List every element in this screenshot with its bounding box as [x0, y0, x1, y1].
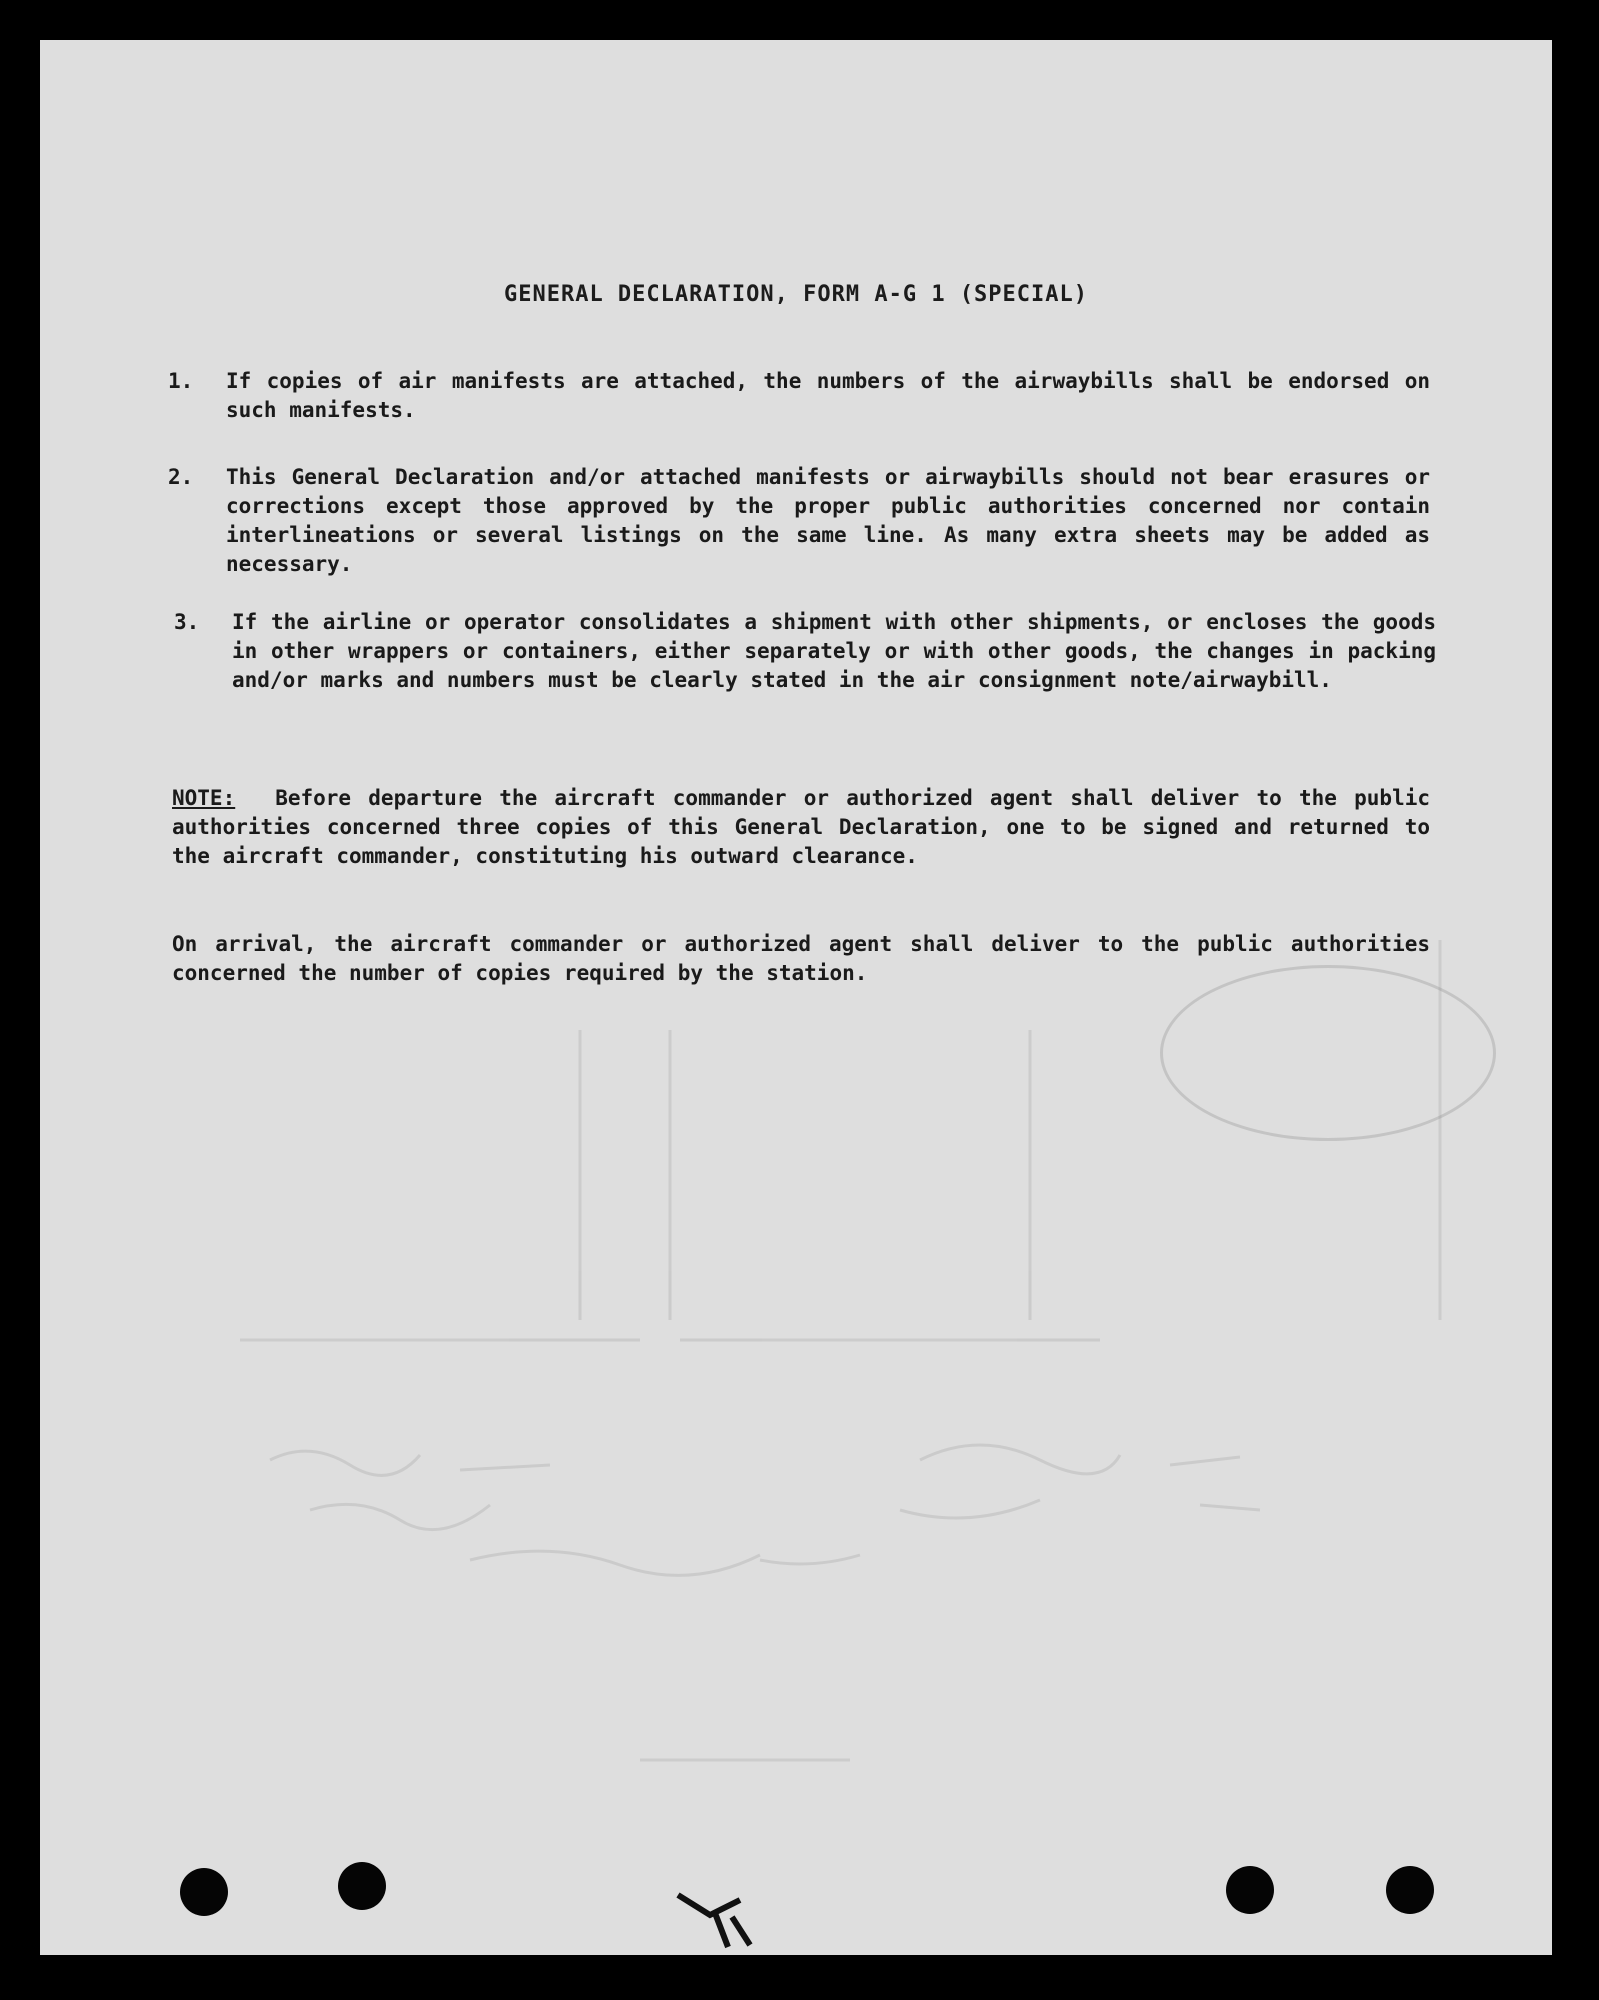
note-label: NOTE: — [172, 786, 236, 810]
item-text: This General Declaration and/or attached manifests or airwaybills should not bear erasures or corrections except those approved by the proper public authorities concerned nor contain interlineations or several listings on the same line. As many extra sheets may be added as necessary. — [226, 465, 1430, 576]
document-title: GENERAL DECLARATION, FORM A-G 1 (SPECIAL) — [503, 282, 1089, 307]
item-number: 1. — [168, 369, 194, 393]
note-text: Before departure the aircraft commander or authorized agent shall deliver to the public authorities concerned three copies of this General Declaration, one to be signed and returned to the aircraft commander, constituting his outward clearance. — [172, 786, 1430, 868]
item-number: 3. — [174, 610, 200, 634]
note-paragraph — [172, 784, 1430, 871]
arrival-paragraph: On arrival, the aircraft commander or authorized agent shall deliver to the public authorities concerned the number of copies required by the station. — [172, 932, 1430, 985]
item-text: If the airline or operator consolidates a shipment with other shipments, or encloses the goods in other wrappers or containers, either separately or with other goods, the changes in packing and/or marks and numbers must be clearly stated in the air consignment note/airwaybill. — [232, 610, 1436, 692]
punch-hole — [1386, 1866, 1434, 1914]
staple-mark — [670, 1885, 780, 1955]
item-number: 2. — [168, 465, 194, 489]
punch-hole — [1226, 1866, 1274, 1914]
item-text: If copies of air manifests are attached, the numbers of the airwaybills shall be endorsed on such manifests. — [226, 369, 1430, 422]
document-page — [40, 40, 1552, 1955]
faint-stamp-impression — [1160, 965, 1496, 1141]
punch-hole — [338, 1862, 386, 1910]
punch-hole — [180, 1868, 228, 1916]
